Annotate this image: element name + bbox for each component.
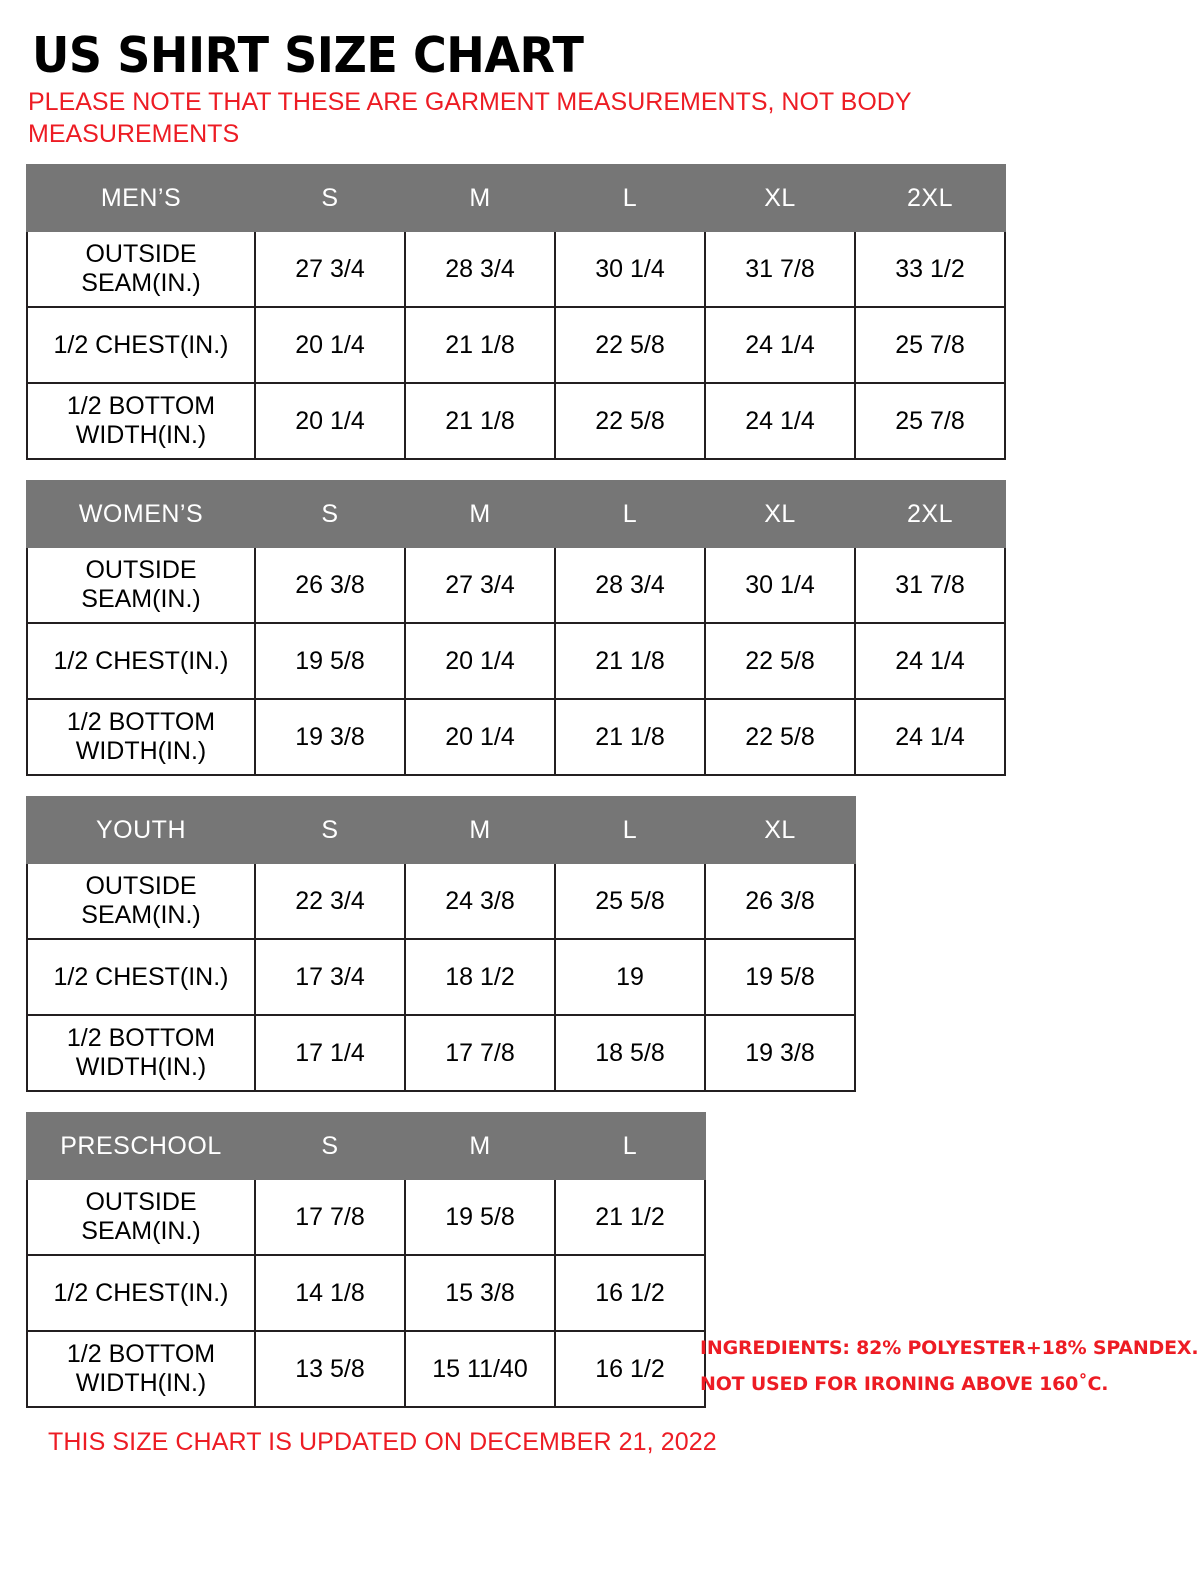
- table-womens: [26, 480, 1006, 776]
- header-size-xl: XL: [705, 165, 855, 231]
- ingredients-line-1: INGREDIENTS: 82% POLYESTER+18% SPANDEX.: [700, 1337, 1199, 1359]
- header-category: YOUTH: [27, 797, 255, 863]
- table-row: [27, 939, 855, 1015]
- cell-value: 19: [555, 939, 705, 1015]
- header-size-s: S: [255, 1113, 405, 1179]
- table-row: [27, 1015, 855, 1091]
- header-size-s: S: [255, 165, 405, 231]
- table-row: [27, 383, 1005, 459]
- size-tables: [26, 164, 1178, 1408]
- header-size-l: L: [555, 481, 705, 547]
- row-label: 1/2 BOTTOM WIDTH(IN.): [27, 1015, 255, 1091]
- cell-value: 24 1/4: [855, 699, 1005, 775]
- cell-value: 22 5/8: [705, 623, 855, 699]
- header-size-l: L: [555, 165, 705, 231]
- header-category: WOMEN’S: [27, 481, 255, 547]
- cell-value: 16 1/2: [555, 1255, 705, 1331]
- cell-value: 14 1/8: [255, 1255, 405, 1331]
- cell-value: 25 7/8: [855, 307, 1005, 383]
- cell-value: 31 7/8: [855, 547, 1005, 623]
- cell-value: 20 1/4: [405, 623, 555, 699]
- cell-value: 27 3/4: [405, 547, 555, 623]
- header-size-m: M: [405, 481, 555, 547]
- table-row: [27, 863, 855, 939]
- cell-value: 24 1/4: [855, 623, 1005, 699]
- cell-value: 19 5/8: [705, 939, 855, 1015]
- row-label: OUTSIDE SEAM(IN.): [27, 547, 255, 623]
- cell-value: 25 5/8: [555, 863, 705, 939]
- cell-value: 24 3/8: [405, 863, 555, 939]
- table-row: [27, 1331, 705, 1407]
- cell-value: 21 1/2: [555, 1179, 705, 1255]
- cell-value: 13 5/8: [255, 1331, 405, 1407]
- cell-value: 21 1/8: [555, 623, 705, 699]
- cell-value: 28 3/4: [405, 231, 555, 307]
- table-row: [27, 797, 855, 863]
- cell-value: 20 1/4: [255, 307, 405, 383]
- cell-value: 26 3/8: [705, 863, 855, 939]
- cell-value: 20 1/4: [255, 383, 405, 459]
- cell-value: 17 3/4: [255, 939, 405, 1015]
- measurement-note: PLEASE NOTE THAT THESE ARE GARMENT MEASUREMENTS, NOT BODY MEASUREMENTS: [28, 88, 912, 148]
- cell-value: 24 1/4: [705, 307, 855, 383]
- cell-value: 17 7/8: [255, 1179, 405, 1255]
- cell-value: 22 5/8: [555, 383, 705, 459]
- table-row: [27, 699, 1005, 775]
- cell-value: 28 3/4: [555, 547, 705, 623]
- row-label: 1/2 BOTTOM WIDTH(IN.): [27, 1331, 255, 1407]
- row-label: 1/2 CHEST(IN.): [27, 307, 255, 383]
- cell-value: 21 1/8: [405, 307, 555, 383]
- table-youth: [26, 796, 856, 1092]
- cell-value: 31 7/8: [705, 231, 855, 307]
- cell-value: 22 3/4: [255, 863, 405, 939]
- cell-value: 19 3/8: [705, 1015, 855, 1091]
- cell-value: 21 1/8: [405, 383, 555, 459]
- row-label: 1/2 CHEST(IN.): [27, 1255, 255, 1331]
- header-size-2xl: 2XL: [855, 165, 1005, 231]
- table-preschool: [26, 1112, 706, 1408]
- row-label: OUTSIDE SEAM(IN.): [27, 231, 255, 307]
- header-size-2xl: 2XL: [855, 481, 1005, 547]
- cell-value: 24 1/4: [705, 383, 855, 459]
- update-footer: THIS SIZE CHART IS UPDATED ON DECEMBER 21, 2022: [48, 1427, 717, 1456]
- row-label: 1/2 CHEST(IN.): [27, 939, 255, 1015]
- header-size-m: M: [405, 165, 555, 231]
- cell-value: 19 5/8: [405, 1179, 555, 1255]
- cell-value: 18 1/2: [405, 939, 555, 1015]
- row-label: 1/2 CHEST(IN.): [27, 623, 255, 699]
- cell-value: 25 7/8: [855, 383, 1005, 459]
- header-size-xl: XL: [705, 481, 855, 547]
- row-label: OUTSIDE SEAM(IN.): [27, 1179, 255, 1255]
- header-size-m: M: [405, 797, 555, 863]
- page-title: US SHIRT SIZE CHART: [32, 27, 584, 84]
- cell-value: 33 1/2: [855, 231, 1005, 307]
- row-label: 1/2 BOTTOM WIDTH(IN.): [27, 699, 255, 775]
- ingredients-note: [700, 1330, 1198, 1402]
- cell-value: 27 3/4: [255, 231, 405, 307]
- cell-value: 16 1/2: [555, 1331, 705, 1407]
- table-row: [27, 1179, 705, 1255]
- cell-value: 19 5/8: [255, 623, 405, 699]
- table-row: [27, 547, 1005, 623]
- cell-value: 20 1/4: [405, 699, 555, 775]
- header-size-s: S: [255, 481, 405, 547]
- ingredients-line-2: NOT USED FOR IRONING ABOVE 160˚C.: [700, 1373, 1109, 1396]
- table-row: [27, 481, 1005, 547]
- cell-value: 26 3/8: [255, 547, 405, 623]
- table-row: [27, 623, 1005, 699]
- row-label: OUTSIDE SEAM(IN.): [27, 863, 255, 939]
- table-row: [27, 231, 1005, 307]
- cell-value: 30 1/4: [705, 547, 855, 623]
- cell-value: 15 11/40: [405, 1331, 555, 1407]
- cell-value: 30 1/4: [555, 231, 705, 307]
- table-mens: [26, 164, 1006, 460]
- cell-value: 17 7/8: [405, 1015, 555, 1091]
- header-category: MEN’S: [27, 165, 255, 231]
- header-size-xl: XL: [705, 797, 855, 863]
- cell-value: 22 5/8: [555, 307, 705, 383]
- table-row: [27, 1113, 705, 1179]
- header-category: PRESCHOOL: [27, 1113, 255, 1179]
- row-label: 1/2 BOTTOM WIDTH(IN.): [27, 383, 255, 459]
- table-row: [27, 1255, 705, 1331]
- header-size-s: S: [255, 797, 405, 863]
- cell-value: 19 3/8: [255, 699, 405, 775]
- header-size-l: L: [555, 1113, 705, 1179]
- table-row: [27, 165, 1005, 231]
- table-row: [27, 307, 1005, 383]
- cell-value: 15 3/8: [405, 1255, 555, 1331]
- cell-value: 18 5/8: [555, 1015, 705, 1091]
- header-size-m: M: [405, 1113, 555, 1179]
- cell-value: 21 1/8: [555, 699, 705, 775]
- header-size-l: L: [555, 797, 705, 863]
- cell-value: 22 5/8: [705, 699, 855, 775]
- cell-value: 17 1/4: [255, 1015, 405, 1091]
